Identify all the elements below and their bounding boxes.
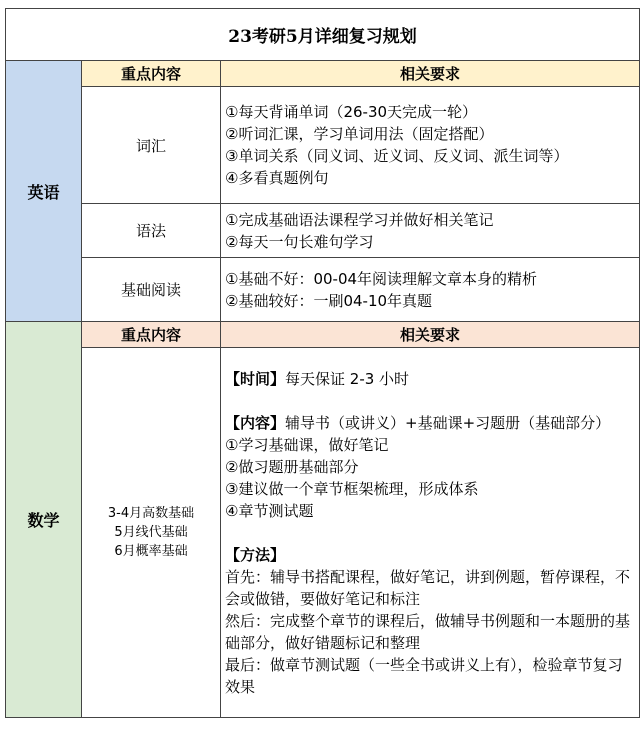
math-header-requirements: 相关要求: [221, 322, 640, 348]
requirement-item: ②做习题册基础部分: [225, 457, 359, 476]
english-grammar-requirements: [221, 204, 640, 258]
method-item: 首先：辅导书搭配课程，做好笔记，讲到例题，暂停课程，不会或做错，要做好笔记和标注: [225, 567, 631, 608]
math-time-line: [225, 368, 635, 390]
math-topic-item: 3-4月高数基础: [107, 506, 195, 521]
requirement-item: ④多看真题例句: [225, 169, 329, 187]
math-content-line: [225, 412, 635, 434]
requirement-item: ④章节测试题: [225, 501, 314, 520]
method-label: 【方法】: [225, 545, 286, 564]
subject-english: 英语: [6, 61, 82, 322]
time-text: 每天保证 2-3 小时: [285, 369, 410, 388]
english-topic-vocabulary: 词汇: [82, 87, 221, 204]
english-topic-reading: 基础阅读: [82, 258, 221, 322]
english-topic-grammar: 语法: [82, 204, 221, 258]
math-header-focus: 重点内容: [82, 322, 221, 348]
requirement-item: ③建议做一个章节框架梳理，形成体系: [225, 479, 479, 498]
english-reading-requirements: [221, 258, 640, 322]
math-topic-item: 6月概率基础: [114, 544, 188, 559]
english-header-focus: 重点内容: [82, 61, 221, 87]
requirement-item: ①每天背诵单词（26-30天完成一轮）: [225, 103, 478, 121]
method-item: 然后：完成整个章节的课程后，做辅导书例题和一本题册的基础部分，做好错题标记和整理: [225, 611, 631, 652]
time-label: 【时间】: [225, 369, 286, 388]
requirement-item: ①基础不好：00-04年阅读理解文章本身的精析: [225, 269, 538, 288]
requirement-item: ①完成基础语法课程学习并做好相关笔记: [225, 210, 494, 229]
math-topic-item: 5月线代基础: [114, 525, 188, 540]
math-topics: [82, 348, 221, 718]
requirement-item: ②每天一句长难句学习: [225, 232, 374, 251]
requirement-item: ②听词汇课，学习单词用法（固定搭配）: [225, 125, 494, 143]
english-header-requirements: 相关要求: [221, 61, 640, 87]
requirement-item: ①学习基础课，做好笔记: [225, 435, 389, 454]
math-requirements: [221, 348, 640, 718]
method-item: 最后：做章节测试题（一些全书或讲义上有），检验章节复习效果: [225, 655, 623, 696]
requirement-item: ③单词关系（同义词、近义词、反义词、派生词等）: [225, 147, 569, 165]
english-vocabulary-requirements: [221, 87, 640, 204]
subject-math: 数学: [6, 322, 82, 718]
content-text: 辅导书（或讲义）+基础课+习题册（基础部分）: [285, 413, 611, 432]
content-label: 【内容】: [225, 413, 286, 432]
requirement-item: ②基础较好：一刷04-10年真题: [225, 291, 433, 310]
study-plan-table: [5, 8, 640, 718]
page-title: 23考研5月详细复习规划: [6, 9, 640, 61]
